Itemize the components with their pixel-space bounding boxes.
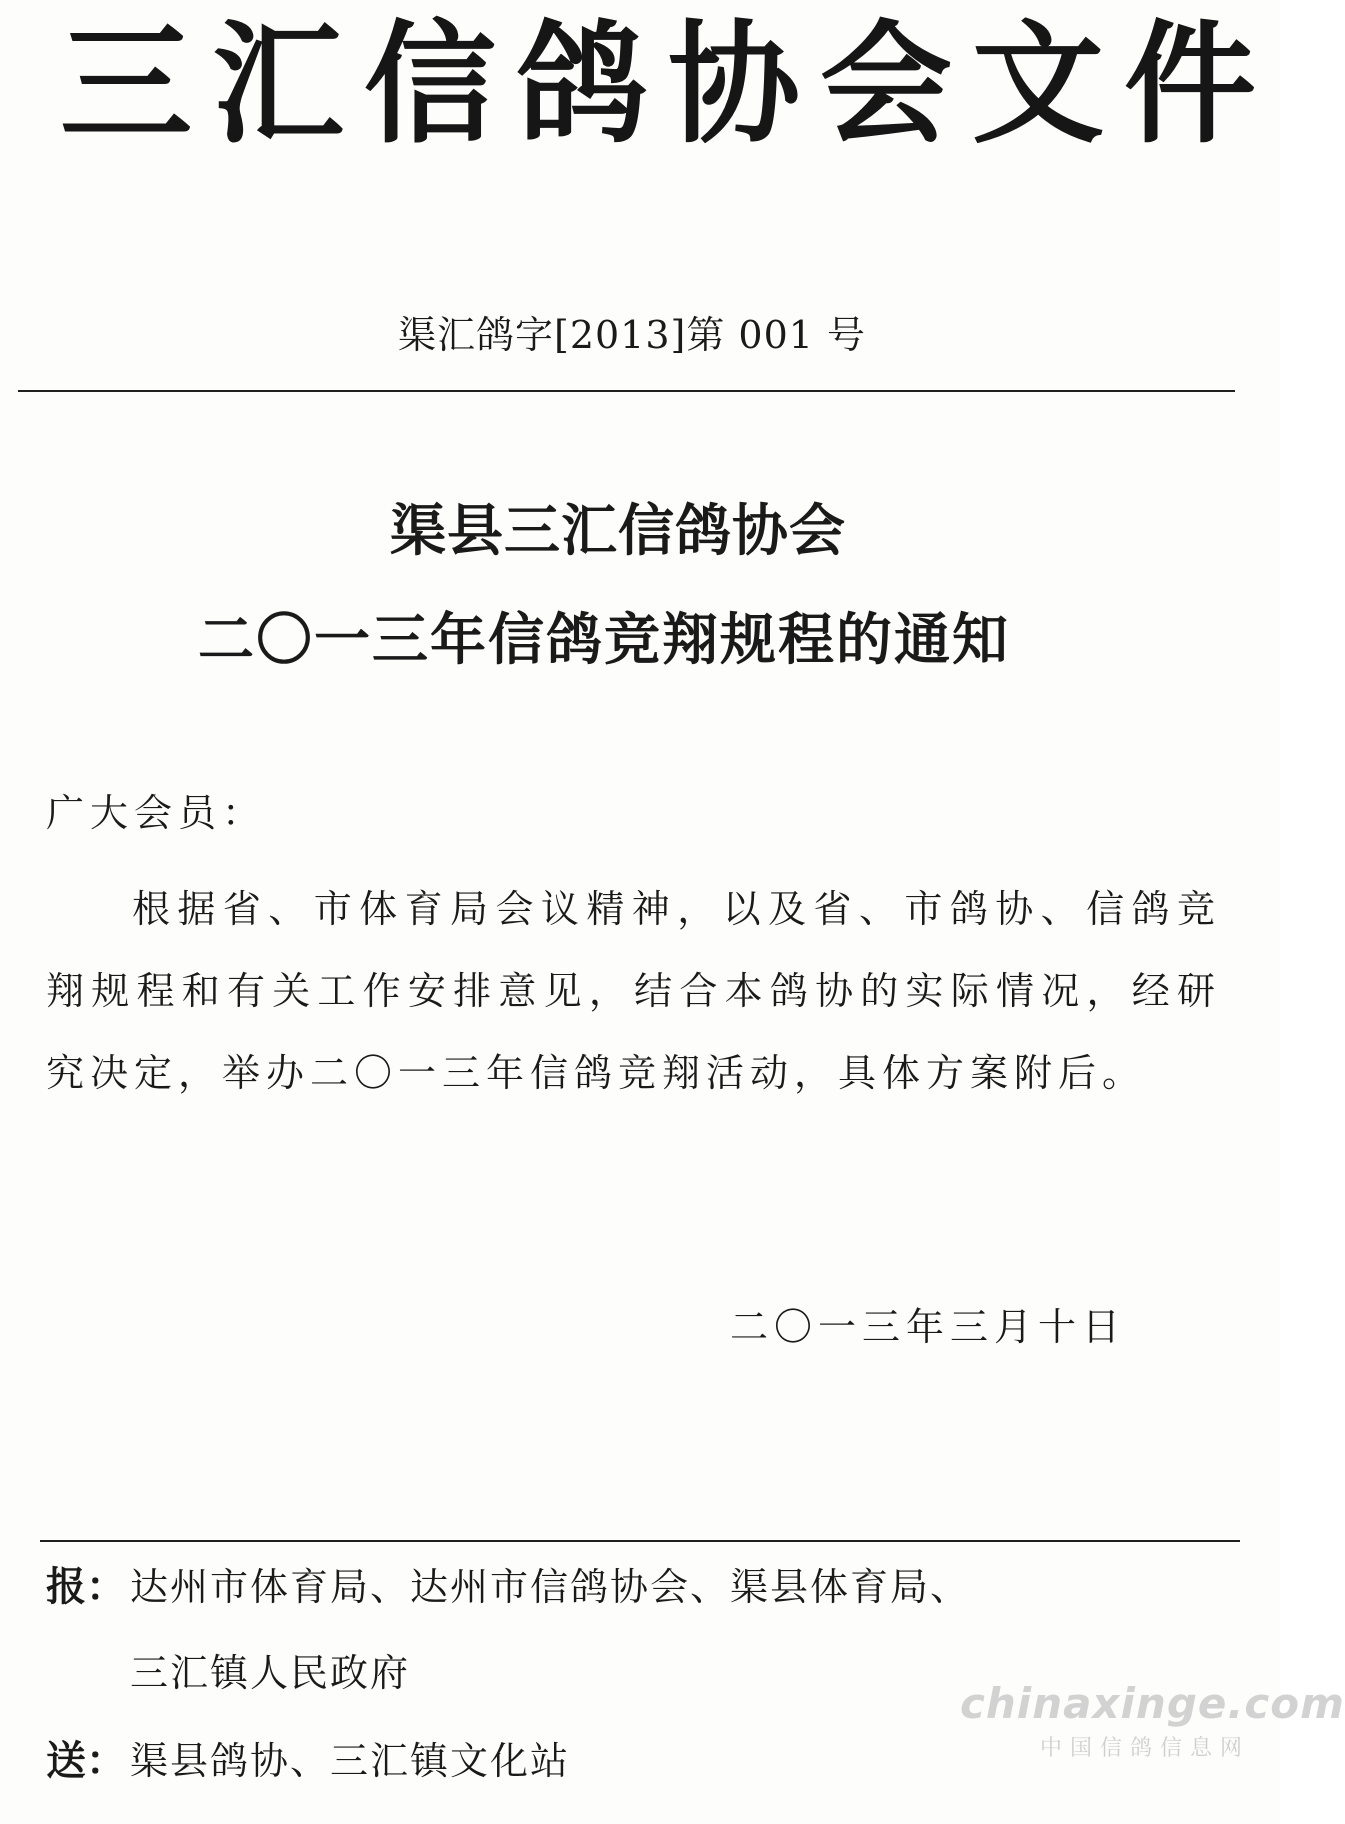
header-divider: [18, 390, 1235, 392]
report-recipients-line1: 达州市体育局、达州市信鸽协会、渠县体育局、: [130, 1565, 971, 1609]
salutation: 广大会员：: [46, 791, 267, 835]
notice-title-line1: 渠县三汇信鸽协会: [390, 498, 846, 564]
watermark-site-name: 中国信鸽信息网: [1040, 1736, 1251, 1761]
notice-body-paragraph: 根据省、市体育局会议精神，以及省、市鸽协、信鸽竞翔规程和有关工作安排意见，结合本鸽协的实际情况，经研究决定，举办二〇一三年信鸽竞翔活动，具体方案附后。: [46, 887, 1221, 1095]
footer-divider: [40, 1540, 1240, 1542]
notice-title-line2: 二〇一三年信鸽竞翔规程的通知: [198, 607, 1010, 673]
send-label: 送：: [46, 1737, 126, 1784]
report-label: 报：: [46, 1563, 126, 1610]
document-number: 渠汇鸽字[2013]第 001 号: [398, 313, 867, 357]
document-header-title: 三汇信鸽协会文件: [60, 7, 1276, 162]
issue-date: 二〇一三年三月十日: [730, 1305, 1127, 1349]
report-recipients-line2: 三汇镇人民政府: [130, 1651, 411, 1695]
send-recipients: 渠县鸽协、三汇镇文化站: [130, 1739, 571, 1783]
watermark-site: chinaxinge.com: [960, 1679, 1345, 1728]
